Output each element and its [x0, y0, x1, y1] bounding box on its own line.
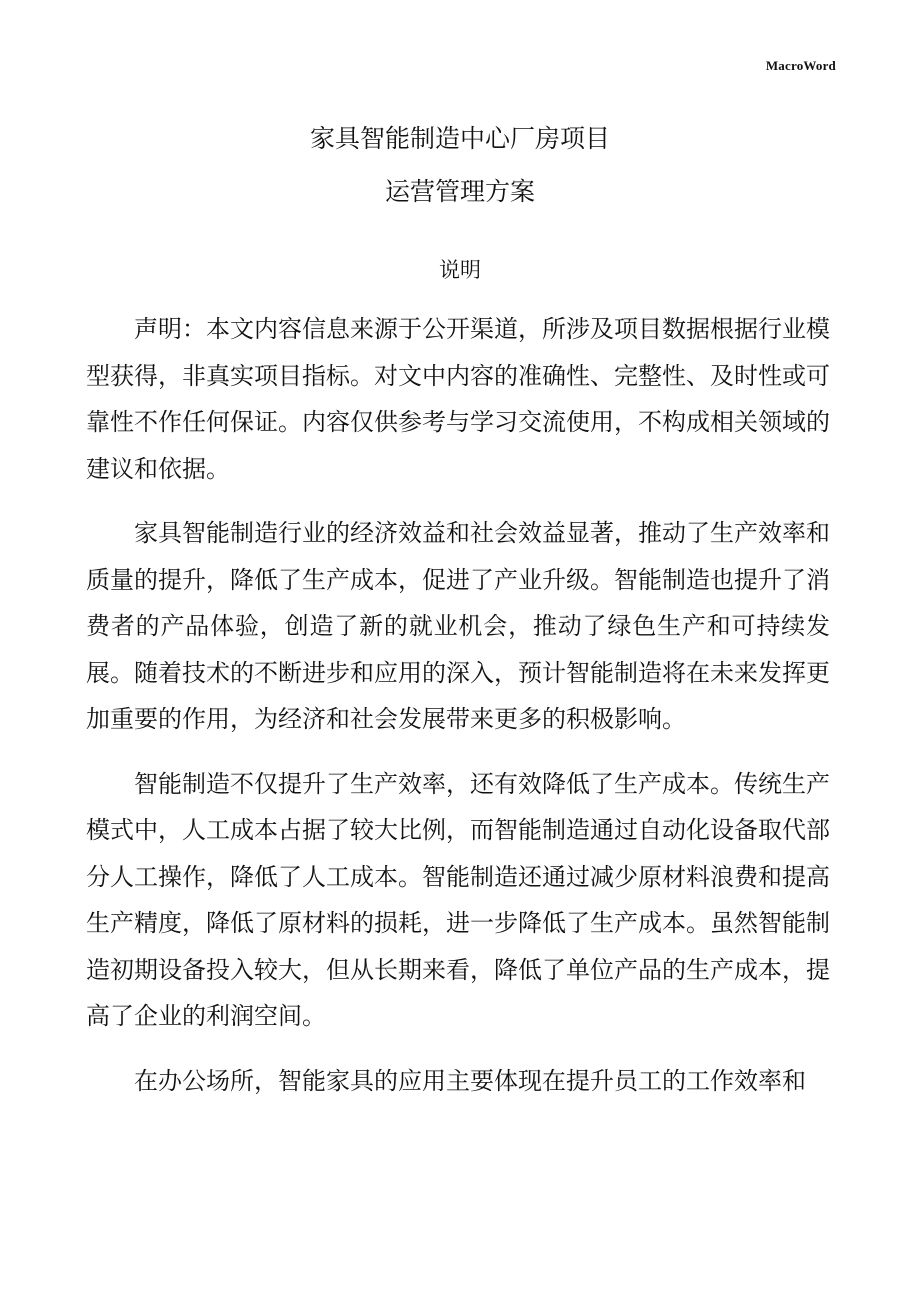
document-title-line-1: 家具智能制造中心厂房项目: [309, 124, 610, 153]
document-title-line-2: 运营管理方案: [384, 177, 535, 206]
paragraph-disclaimer: 声明：本文内容信息来源于公开渠道，所涉及项目数据根据行业模型获得，非真实项目指标。对文中内容的准确性、完整性、及时性或可靠性不作任何保证。内容仅供参考与学习交流使用，不构成相关领域的建议和依据。: [86, 315, 830, 483]
document-body: [86, 306, 830, 1122]
paragraph-cost-reduction: 智能制造不仅提升了生产效率，还有效降低了生产成本。传统生产模式中，人工成本占据了较大比例，而智能制造通过自动化设备取代部分人工操作，降低了人工成本。智能制造还通过减少原材料浪费和提高生产精度，降低了原材料的损耗，进一步降低了生产成本。虽然智能制造初期设备投入较大，但从长期来看，降低了单位产品的生产成本，提高了企业的利润空间。: [86, 769, 830, 1030]
header-brand: MacroWord: [765, 58, 836, 73]
section-heading: 说明: [439, 258, 481, 282]
paragraph-office-use: 在办公场所，智能家具的应用主要体现在提升员工的工作效率和: [134, 1066, 806, 1095]
paragraph-benefits: 家具智能制造行业的经济效益和社会效益显著，推动了生产效率和质量的提升，降低了生产成本，促进了产业升级。智能制造也提升了消费者的产品体验，创造了新的就业机会，推动了绿色生产和可持续发展。随着技术的不断进步和应用的深入，预计智能制造将在未来发挥更加重要的作用，为经济和社会发展带来更多的积极影响。: [86, 519, 830, 733]
